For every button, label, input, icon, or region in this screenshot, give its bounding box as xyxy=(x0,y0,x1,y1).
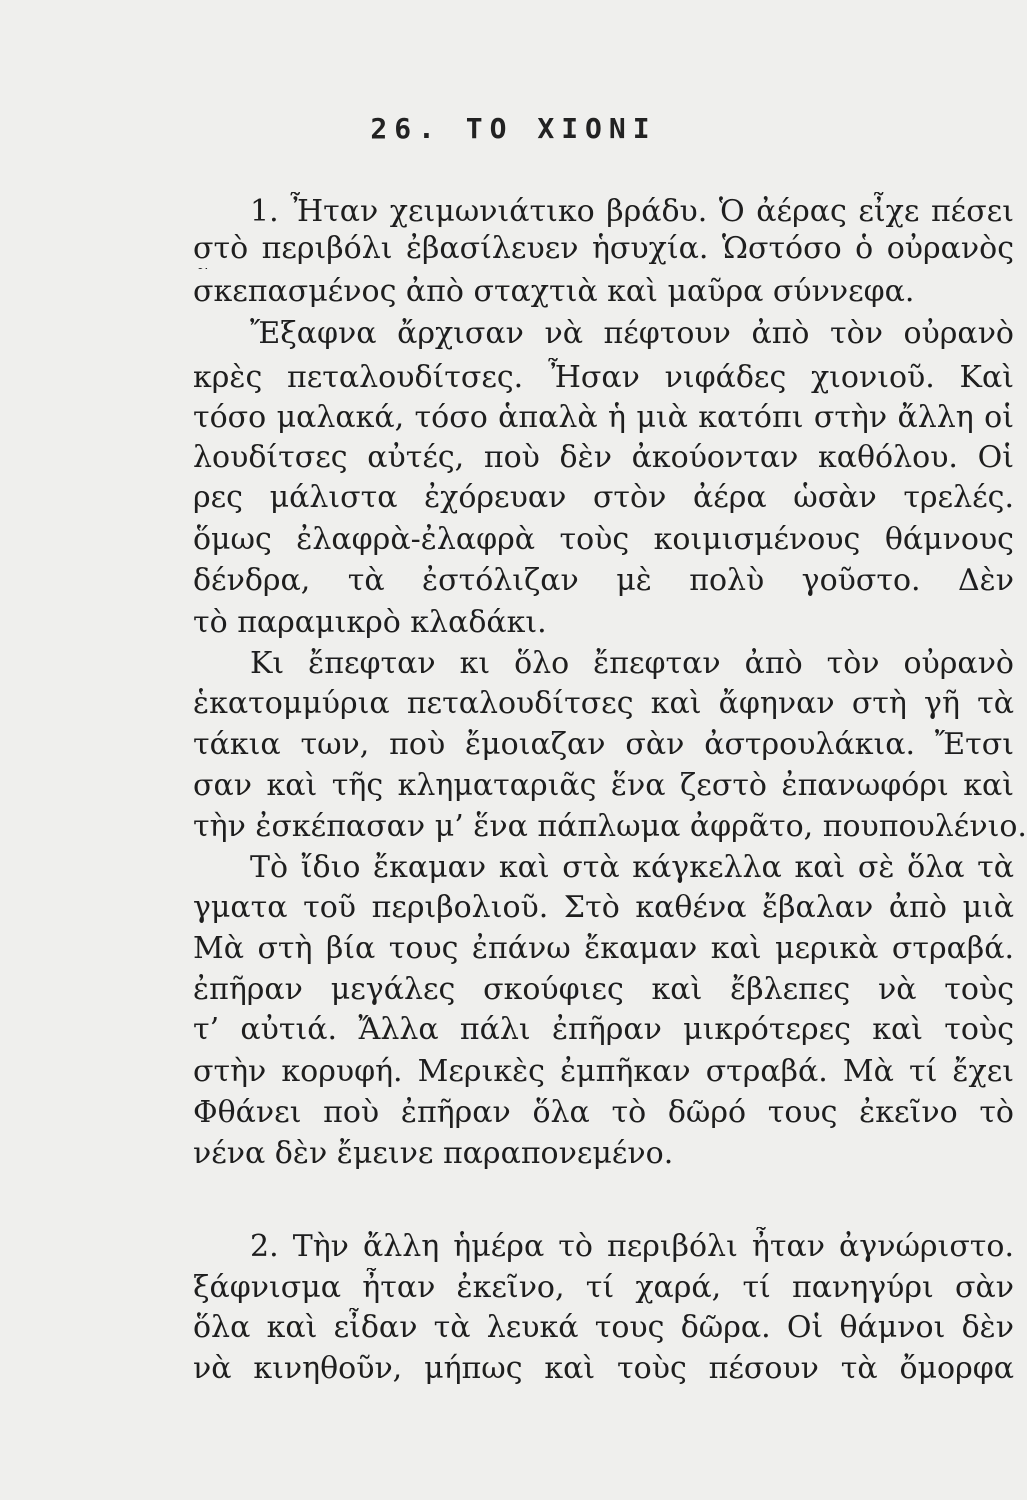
text-line: Φθάνει ποὺ ἐπῆραν ὅλα τὸ δῶρό τους ἐκεῖνο τὸ xyxy=(193,1095,1014,1130)
text-line: Μὰ στὴ βία τους ἐπάνω ἔκαμαν καὶ μερικὰ στραβά. xyxy=(193,931,1014,966)
text-line: ξάφνισμα ἦταν ἐκεῖνο, τί χαρά, τί πανηγύρι σὰν xyxy=(193,1270,1014,1305)
text-line: ὅλα καὶ εἶδαν τὰ λευκά τους δῶρα. Οἱ θάμνοι δὲν xyxy=(193,1310,1014,1345)
text-line: νὰ κινηθοῦν, μήπως καὶ τοὺς πέσουν τὰ ὄμορφα xyxy=(193,1351,1014,1386)
chapter-title: 26. ΤΟ ΧΙΟΝΙ xyxy=(370,112,657,145)
text-line: τὸ παραμικρὸ κλαδάκι. xyxy=(193,605,547,640)
text-line: ὅμως ἐλαφρὰ-ἐλαφρὰ τοὺς κοιμισμένους θάμνους xyxy=(193,522,1014,557)
text-line: γματα τοῦ περιβολιοῦ. Στὸ καθένα ἔβαλαν ἀπὸ μιὰ xyxy=(193,890,1014,925)
text-line: 2. Τὴν ἄλλη ἡμέρα τὸ περιβόλι ἦταν ἀγνώριστο. xyxy=(250,1229,1014,1264)
text-line: ἐπῆραν μεγάλες σκούφιες καὶ ἔβλεπες νὰ τοὺς xyxy=(193,972,1014,1007)
text-line: στὸ περιβόλι ἐβασίλευεν ἡσυχία. Ὡστόσο ὁ οὐρανὸς xyxy=(193,231,1014,266)
text-line: τ’ αὐτιά. Ἄλλα πάλι ἐπῆραν μικρότερες καὶ τοὺς xyxy=(193,1012,1014,1047)
text-line: τάκια των, ποὺ ἔμοιαζαν σὰν ἀστρουλάκια. Ἔτσι xyxy=(193,727,1014,762)
text-line: λουδίτσες αὐτές, ποὺ δὲν ἀκούονταν καθόλου. Οἱ xyxy=(193,440,1014,475)
text-line: δένδρα, τὰ ἐστόλιζαν μὲ πολὺ γοῦστο. Δὲν xyxy=(193,563,1014,598)
text-line: ἑκατομμύρια πεταλουδίτσες καὶ ἄφηναν στὴ γῆ τὰ xyxy=(193,686,1014,721)
text-line: Τὸ ἴδιο ἔκαμαν καὶ στὰ κάγκελλα καὶ σὲ ὅλα τὰ xyxy=(250,850,1014,885)
text-line: ρες μάλιστα ἐχόρευαν στὸν ἀέρα ὡσὰν τρελές. xyxy=(193,480,1014,515)
text-line: 1. Ἦταν χειμωνιάτικο βράδυ. Ὁ ἀέρας εἶχε πέσει xyxy=(250,194,1014,229)
text-line: κρὲς πεταλουδίτσες. Ἦσαν νιφάδες χιονιοῦ. Καὶ xyxy=(193,360,1014,395)
text-line: σαν καὶ τῆς κληματαριᾶς ἕνα ζεστὸ ἐπανωφόρι καὶ xyxy=(193,768,1014,803)
text-line: νένα δὲν ἔμεινε παραπονεμένο. xyxy=(193,1136,674,1171)
text-line: στὴν κορυφή. Μερικὲς ἐμπῆκαν στραβά. Μὰ τί ἔχει xyxy=(193,1054,1014,1089)
text-line: Ἔξαφνα ἄρχισαν νὰ πέφτουν ἀπὸ τὸν οὐρανὸ xyxy=(250,316,1014,351)
text-line: Κι ἔπεφταν κι ὅλο ἔπεφταν ἀπὸ τὸν οὐρανὸ xyxy=(250,646,1014,681)
text-line: σκεπασμένος ἀπὸ σταχτιὰ καὶ μαῦρα σύννεφα. xyxy=(193,274,915,309)
text-line: τὴν ἐσκέπασαν μ’ ἕνα πάπλωμα ἀφρᾶτο, πουπουλένιο. xyxy=(193,809,1027,844)
text-line: τόσο μαλακά, τόσο ἁπαλὰ ἡ μιὰ κατόπι στὴν ἄλλη οἱ xyxy=(193,400,1014,435)
